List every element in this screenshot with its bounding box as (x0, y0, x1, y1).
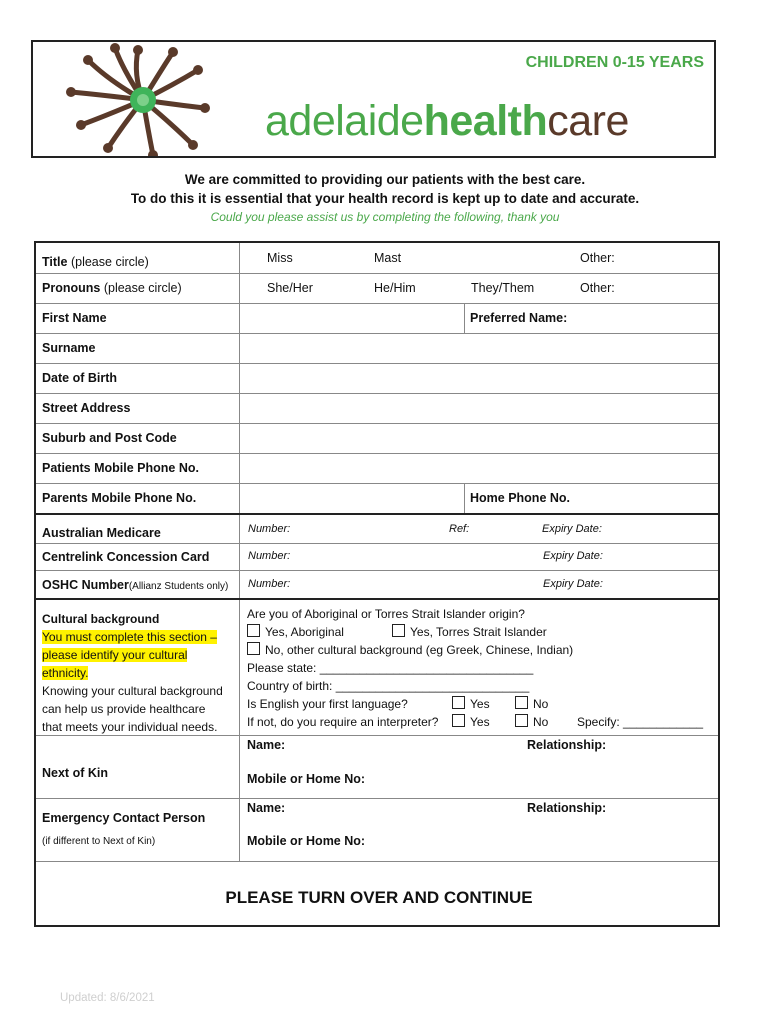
street-address-label: Street Address (42, 401, 131, 415)
brand-wordmark (265, 97, 629, 146)
oshc-label: OSHC Number(Allianz Students only) (42, 578, 229, 592)
interpreter-no-checkbox[interactable]: No (515, 713, 548, 731)
emergency-name-label: Name: (247, 801, 286, 815)
nok-relationship-label: Relationship: (527, 738, 607, 752)
pronoun-option-she[interactable]: She/Her (267, 281, 313, 295)
aboriginal-checkbox[interactable]: Yes, Aboriginal (247, 623, 344, 641)
pronouns-label: Pronouns (please circle) (42, 281, 182, 295)
title-option-miss[interactable]: Miss (267, 251, 293, 265)
parent-mobile-label: Parents Mobile Phone No. (42, 491, 197, 505)
preferred-name-divider (464, 303, 465, 333)
interpreter-question: If not, do you require an interpreter? (247, 715, 439, 729)
cultural-note-line-2: can help us provide healthcare (42, 702, 206, 716)
intro-line-2: To do this it is essential that your health record is kept up to date and accurate. (130, 191, 640, 206)
emergency-contact-hint: (if different to Next of Kin) (42, 836, 156, 847)
nok-phone-label: Mobile or Home No: (247, 772, 366, 786)
interpreter-specify-field[interactable]: Specify: ____________ (577, 715, 704, 729)
other-background-checkbox[interactable]: No, other cultural background (eg Greek, Chinese, Indian) (247, 641, 717, 659)
medicare-number-label: Number: (248, 523, 291, 535)
age-group-title: CHILDREN 0-15 YEARS (525, 54, 704, 71)
dob-label: Date of Birth (42, 371, 117, 385)
emergency-relationship-label: Relationship: (527, 801, 607, 815)
next-of-kin-label: Next of Kin (42, 766, 108, 780)
cultural-heading: Cultural background (42, 612, 160, 626)
pronoun-option-they[interactable]: They/Them (471, 281, 535, 295)
medicare-ref-label: Ref: (449, 523, 470, 535)
patient-form (34, 241, 720, 927)
nok-name-label: Name: (247, 738, 286, 752)
oshc-number-label: Number: (248, 578, 291, 590)
medicare-expiry-label: Expiry Date: (542, 523, 602, 535)
brand-part-3: care (547, 97, 629, 145)
suburb-label: Suburb and Post Code (42, 431, 177, 445)
surname-label: Surname (42, 341, 96, 355)
centrelink-number-label: Number: (248, 550, 291, 562)
centrelink-expiry-label: Expiry Date: (543, 550, 603, 562)
home-phone-label: Home Phone No. (470, 491, 571, 505)
title-label: Title (please circle) (42, 255, 149, 269)
home-phone-divider (464, 483, 465, 513)
title-option-mast[interactable]: Mast (374, 251, 402, 265)
updated-date: Updated: 8/6/2021 (60, 992, 155, 1004)
cultural-required-line-2: please identify your cultural (42, 648, 188, 662)
origin-question: Are you of Aboriginal or Torres Strait Islander origin? (247, 607, 525, 621)
cultural-required-line-1: You must complete this section – (42, 630, 217, 644)
cultural-background-section (42, 610, 237, 736)
english-question: Is English your first language? (247, 697, 408, 711)
brand-part-2: health (423, 97, 548, 145)
pronoun-option-other[interactable]: Other: (580, 281, 615, 295)
pronoun-option-he[interactable]: He/Him (374, 281, 416, 295)
header-box (31, 40, 716, 158)
emergency-contact-label: Emergency Contact Person (42, 811, 206, 825)
oshc-expiry-label: Expiry Date: (543, 578, 603, 590)
intro-line-1: We are committed to providing our patients with the best care. (184, 172, 586, 187)
cultural-required-line-3: ethnicity. (42, 666, 89, 680)
country-of-birth-field[interactable]: Country of birth: _____________________________ (247, 679, 530, 693)
brand-part-1: adelaide (265, 97, 424, 145)
column-divider (239, 243, 240, 862)
medicare-label: Australian Medicare (42, 526, 161, 540)
turn-over-notice: PLEASE TURN OVER AND CONTINUE (225, 888, 533, 907)
cultural-note-line-3: that meets your individual needs. (42, 720, 218, 734)
interpreter-yes-checkbox[interactable]: Yes (452, 713, 490, 731)
centrelink-label: Centrelink Concession Card (42, 550, 210, 564)
intro-line-3: Could you please assist us by completing the following, thank you (210, 210, 560, 224)
cultural-note-line-1: Knowing your cultural background (42, 684, 223, 698)
emergency-phone-label: Mobile or Home No: (247, 834, 366, 848)
english-no-checkbox[interactable]: No (515, 695, 548, 713)
please-state-field[interactable]: Please state: ________________________________ (247, 661, 534, 675)
flower-logo-icon (33, 42, 243, 156)
preferred-name-label: Preferred Name: (470, 311, 568, 325)
cultural-questions (247, 605, 717, 731)
english-yes-checkbox[interactable]: Yes (452, 695, 490, 713)
torres-strait-checkbox[interactable]: Yes, Torres Strait Islander (392, 623, 547, 641)
title-option-other[interactable]: Other: (580, 251, 615, 265)
patient-mobile-label: Patients Mobile Phone No. (42, 461, 199, 475)
first-name-label: First Name (42, 311, 107, 325)
